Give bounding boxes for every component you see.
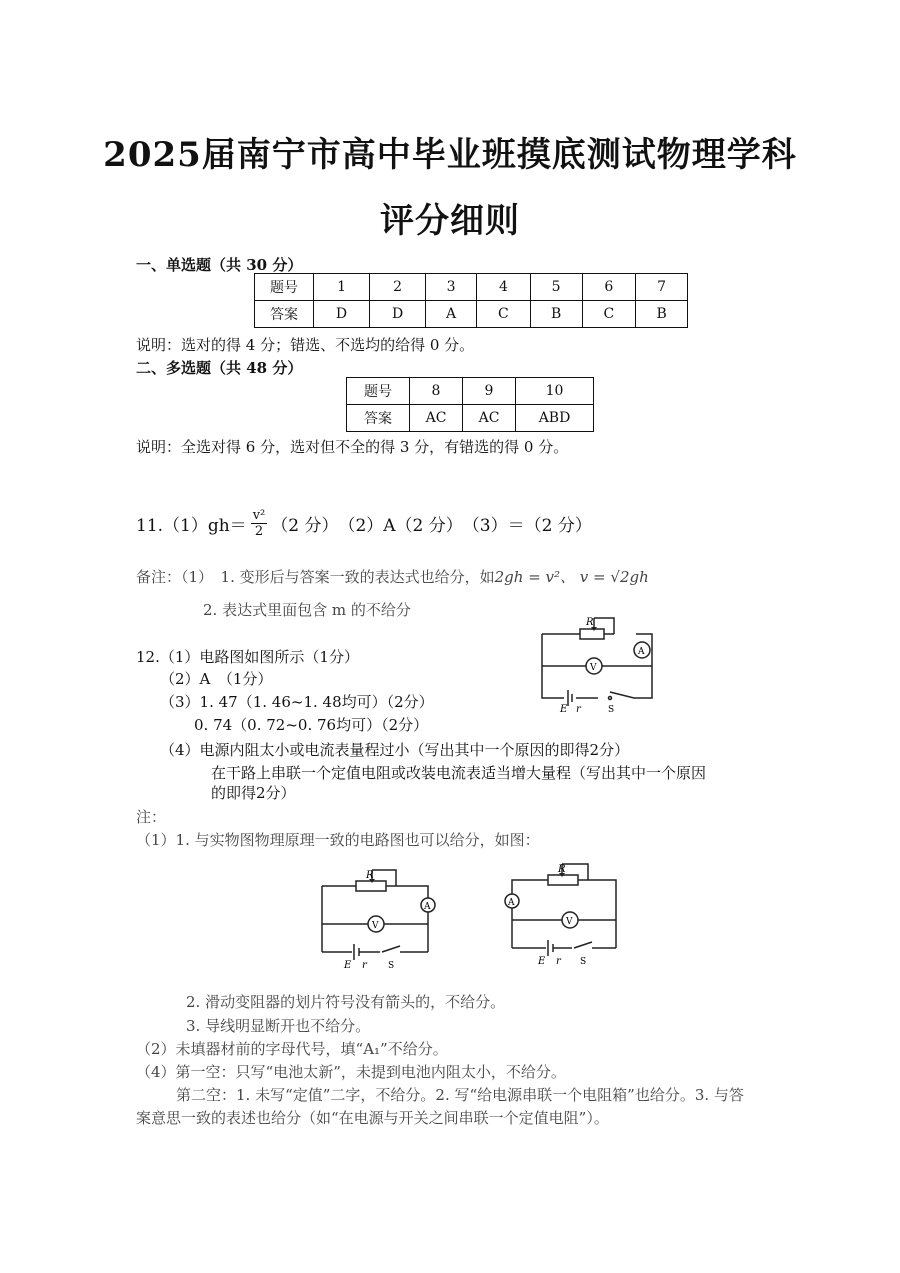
table-cell: AC <box>410 405 463 432</box>
voltmeter-label: V <box>590 663 597 673</box>
resistor-label: R <box>558 864 566 875</box>
table-cell: 3 <box>426 274 477 301</box>
resistor-label: R <box>586 617 594 628</box>
table-row <box>255 301 688 328</box>
switch-label: S <box>608 705 615 714</box>
circuit-diagram-alt-1 <box>316 862 442 972</box>
table-cell: 9 <box>463 378 516 405</box>
note-1: （1）1. 与实物图物理原理一致的电路图也可以给分，如图： <box>136 831 540 849</box>
circuit-diagram-alt-2 <box>500 858 626 968</box>
q12-line2: （2）A （1分） <box>160 670 273 688</box>
switch-label: S <box>580 957 587 967</box>
q12-line4: 0. 74（0. 72~0. 76均可）（2分） <box>194 716 429 734</box>
section2-note: 说明：全选对得 6 分，选对但不全的得 3 分，有错选的得 0 分。 <box>136 438 569 456</box>
table-cell: 5 <box>530 274 582 301</box>
section2-heading: 二、多选题（共 48 分） <box>136 359 303 377</box>
table-cell: 10 <box>516 378 594 405</box>
ammeter-label: A <box>508 898 515 908</box>
internal-resistance-label: r <box>556 956 561 967</box>
page-title: 2025届南宁市高中毕业班摸底测试物理学科 <box>103 135 797 175</box>
q11-remark1-text: 备注：（1） 1. 变形后与答案一致的表达式也给分，如 <box>136 568 495 586</box>
resistor-label: R <box>366 870 374 881</box>
table-cell: C <box>582 301 636 328</box>
q11-remark1-formula: 2gh = v²、 v = √2gh <box>494 568 649 586</box>
note-4: （2）未填器材前的字母代号，填“A₁”不给分。 <box>136 1040 448 1058</box>
note-6: 第二空：1. 未写“定值”二字，不给分。2. 写“给电源串联一个电阻箱”也给分。3. 与答 <box>176 1086 744 1104</box>
table-cell: B <box>530 301 582 328</box>
q11-remark1 <box>136 566 649 587</box>
q12-line7: 的即得2分） <box>211 784 296 802</box>
table-cell: ABD <box>516 405 594 432</box>
circuit-diagram-main <box>534 614 660 714</box>
emf-label: E <box>344 960 352 971</box>
q11-answer <box>136 508 592 539</box>
note-2: 2. 滑动变阻器的划片符号没有箭头的，不给分。 <box>186 993 506 1011</box>
switch-label: S <box>388 961 395 971</box>
ammeter-label: A <box>638 647 645 657</box>
q11-fraction-denominator: 2 <box>254 524 264 539</box>
note-7: 案意思一致的表述也给分（如“在电源与开关之间串联一个定值电阻”）。 <box>136 1109 609 1127</box>
internal-resistance-label: r <box>362 960 367 971</box>
q12-line3: （3）1. 47（1. 46~1. 48均可）（2分） <box>160 693 434 711</box>
table-cell: AC <box>463 405 516 432</box>
table-cell: 2 <box>370 274 426 301</box>
section1-heading: 一、单选题（共 30 分） <box>136 256 303 274</box>
table-cell: A <box>426 301 477 328</box>
table-cell: 6 <box>582 274 636 301</box>
q11-remark2: 2. 表达式里面包含 m 的不给分 <box>203 601 411 619</box>
voltmeter-label: V <box>566 917 573 927</box>
q11-fraction-numerator: v² <box>252 508 266 523</box>
table-cell: D <box>370 301 426 328</box>
notes-label: 注： <box>136 808 167 826</box>
table-row <box>255 274 688 301</box>
table-cell: 1 <box>314 274 370 301</box>
table-header-label: 题号 <box>255 274 314 301</box>
table-cell: D <box>314 301 370 328</box>
table-cell: 7 <box>636 274 688 301</box>
q12-line5: （4）电源内阻太小或电流表量程过小（写出其中一个原因的即得2分） <box>160 741 630 759</box>
section2-answer-table <box>346 377 594 432</box>
section1-note: 说明：选对的得 4 分；错选、不选均的给得 0 分。 <box>136 336 475 354</box>
q12-line6: 在干路上串联一个定值电阻或改装电流表适当增大量程（写出其中一个原因 <box>211 764 707 782</box>
q11-suffix: （2 分） （2）A（2 分） （3）＝（2 分） <box>271 516 592 536</box>
table-row <box>347 378 594 405</box>
table-row <box>347 405 594 432</box>
section1-answer-table <box>254 273 688 328</box>
page-subtitle: 评分细则 <box>380 201 520 241</box>
note-3: 3. 导线明显断开也不给分。 <box>186 1017 371 1035</box>
internal-resistance-label: r <box>576 704 581 714</box>
table-cell: B <box>636 301 688 328</box>
table-header-label: 题号 <box>347 378 410 405</box>
emf-label: E <box>560 704 568 714</box>
table-answer-label: 答案 <box>255 301 314 328</box>
table-cell: 8 <box>410 378 463 405</box>
voltmeter-label: V <box>372 921 379 931</box>
table-cell: 4 <box>477 274 531 301</box>
emf-label: E <box>538 956 546 967</box>
note-5: （4）第一空：只写“电池太新”，未提到电池内阻太小，不给分。 <box>136 1063 566 1081</box>
q11-prefix: 11.（1）gh＝ <box>136 516 247 536</box>
q12-line1: 12.（1）电路图如图所示（1分） <box>136 648 359 666</box>
q11-fraction <box>251 508 268 539</box>
table-answer-label: 答案 <box>347 405 410 432</box>
ammeter-label: A <box>424 902 431 912</box>
table-cell: C <box>477 301 531 328</box>
